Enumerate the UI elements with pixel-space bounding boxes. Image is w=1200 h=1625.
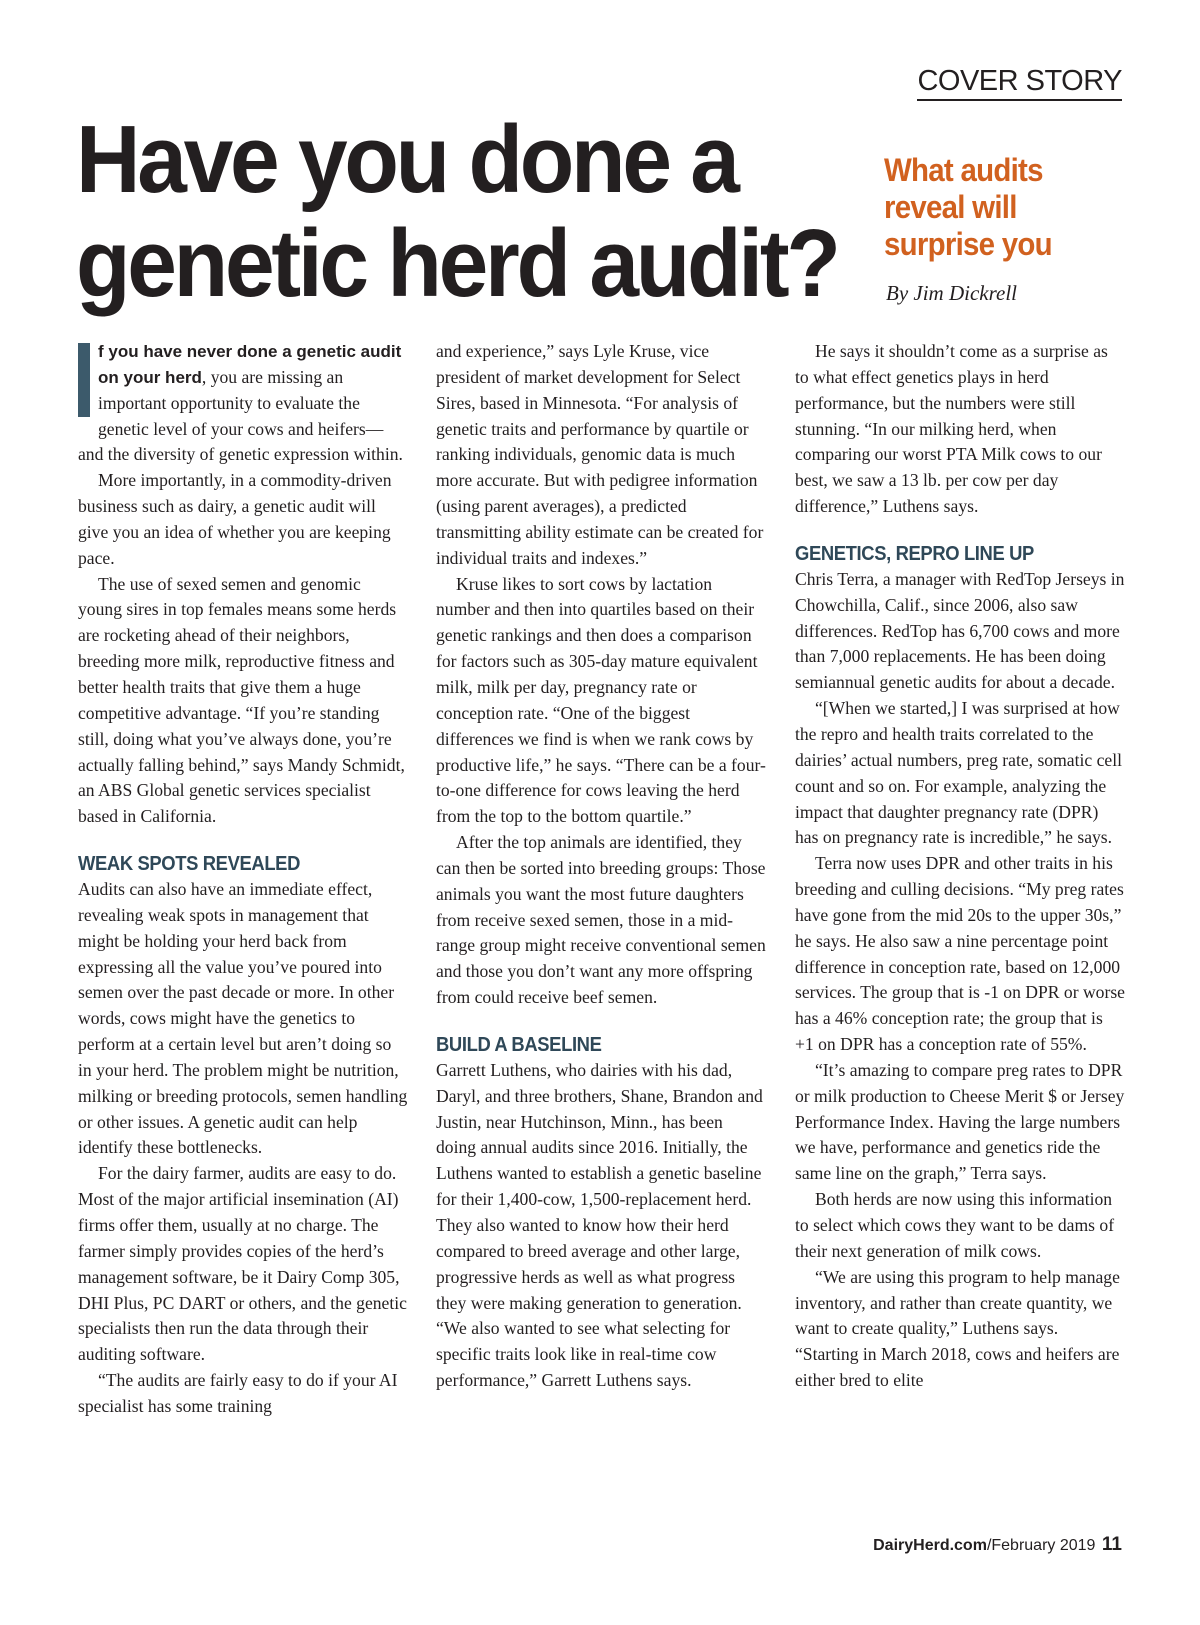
deck [884, 152, 1052, 263]
footer-issue: /February 2019 [986, 1537, 1096, 1554]
lead-in: f you have never done a genetic audit on your herd [98, 342, 402, 387]
paragraph: The use of sexed semen and genomic young sires in top females means some herds are rocketing ahead of their neighbors, breeding more milk, reproductive fitness and better health traits that give them a huge competitive advantage. “If you’re standing still, doing what you’ve always done, you’re actually falling behind,” says Mandy Schmidt, an ABS Global genetic services specialist based in California. [78, 573, 405, 827]
paragraph: Kruse likes to sort cows by lactation number and then into quartiles based on their genetic rankings and then does a comparison for factors such as 305-day mature equivalent milk, milk per day, pregnancy rate or conception rate. “One of the biggest differences we find is when we rank cows by productive life,” he says. “There can be a four-to-one difference for cows leaving the herd from the top to the bottom quartile.” [436, 573, 766, 827]
subhead-genetics-repro: GENETICS, REPRO LINE UP [795, 542, 1034, 565]
deck-line-1: What audits [884, 152, 1043, 188]
paragraph: For the dairy farmer, audits are easy to do. Most of the major artificial insemination (AI) firms offer them, usually at no charge. The farmer simply provides copies of the herd’s management software, be it Dairy Comp 305, DHI Plus, PC DART or others, and the genetic specialists then run the data through their auditing software. [78, 1163, 407, 1365]
byline: By Jim Dickrell [886, 281, 1017, 305]
subhead-weak-spots: WEAK SPOTS REVEALED [78, 853, 301, 876]
paragraph: Both herds are now using this information to select which cows they want to be dams of their next generation of milk cows. [795, 1189, 1115, 1261]
paragraph: Garrett Luthens, who dairies with his dad, Daryl, and three brothers, Shane, Brandon and Justin, near Hutchinson, Minn., has been doing annual audits since 2016. Initially, the Luthens wanted to establish a genetic baseline for their 1,400-cow, 1,500-replacement herd. They also wanted to know how their herd compared to breed average and other large, progressive herds as well as what progress they were making generation to generation. “We also wanted to see what selecting for specific traits look like in real-time cow performance,” Garrett Luthens says. [436, 1059, 763, 1391]
paragraph: More importantly, in a commodity-driven business such as dairy, a genetic audit will give you an idea of whether you are keeping pace. [78, 470, 392, 568]
paragraph: “It’s amazing to compare preg rates to DPR or milk production to Cheese Merit $ or Jersey Performance Index. Having the large numbers we have, performance and genetics ride the same line on the graph,” Terra says. [795, 1059, 1125, 1184]
paragraph: and experience,” says Lyle Kruse, vice president of market development for Select Sires, based in Minnesota. “For analysis of genetic traits and performance by quartile or ranking individuals, genomic data is much more accurate. But with pedigree information (using parent averages), a predicted transmitting ability estimate can be created for individual traits and indexes.” [436, 341, 764, 568]
deck-line-3: surprise you [884, 226, 1052, 262]
drop-cap-bar [78, 343, 90, 417]
headline-line-1: Have you done a [76, 106, 737, 213]
headline-line-2: genetic herd audit? [76, 210, 838, 317]
column-2 [436, 339, 766, 1394]
column-1 [78, 339, 408, 1420]
paragraph: Terra now uses DPR and other traits in his breeding and culling decisions. “My preg rates have gone from the mid 20s to the upper 30s,” he says. He also saw a nine percentage point difference in conception rate, based on 12,000 services. The group that is -1 on DPR or worse has a 46% conception rate; the group that is +1 on DPR has a conception rate of 55%. [795, 853, 1125, 1055]
paragraph: “The audits are fairly easy to do if your AI specialist has some training [78, 1370, 398, 1416]
headline [76, 108, 838, 316]
footer-site: DairyHerd.com [873, 1537, 987, 1554]
lead-paragraph [78, 339, 408, 468]
section-label: COVER STORY [917, 66, 1122, 101]
lead-paragraph-text: , you are missing an important opportunity to evaluate the genetic level of your cows and heifers—and the diversity of genetic expression within. [78, 366, 403, 465]
paragraph: “We are using this program to help manage inventory, and rather than create quantity, we want to create quality,” Luthens says. “Starting in March 2018, cows and heifers are either bred to elite [795, 1266, 1120, 1391]
deck-line-2: reveal will [884, 189, 1017, 225]
page-footer [873, 1534, 1122, 1556]
paragraph: After the top animals are identified, they can then be sorted into breeding groups: Those animals you want the most future daughters from receive sexed semen, those in a mid-range group might receive conventional semen and those you don’t want any more offspring from could receive beef semen. [436, 832, 766, 1008]
paragraph: “[When we started,] I was surprised at how the repro and health traits correlated to the dairies’ actual numbers, preg rate, somatic cell count and so on. For example, analyzing the impact that daughter pregnancy rate (DPR) has on pregnancy rate is incredible,” he says. [795, 698, 1122, 848]
paragraph: He says it shouldn’t come as a surprise as to what effect genetics plays in herd performance, but the numbers were still stunning. “In our milking herd, when comparing our worst PTA Milk cows to our best, we saw a 13 lb. per cow per day difference,” Luthens says. [795, 341, 1108, 517]
page-number: 11 [1101, 1534, 1122, 1555]
column-3 [795, 339, 1125, 1394]
paragraph: Audits can also have an immediate effect, revealing weak spots in management that might be holding your herd back from expressing all the value you’ve poured into semen over the past decade or more. In other words, cows might have the genetics to perform at a certain level but aren’t doing so in your herd. The problem might be nutrition, milking or breeding protocols, semen handling or other issues. A genetic audit can help identify these bottlenecks. [78, 879, 408, 1158]
paragraph: Chris Terra, a manager with RedTop Jerseys in Chowchilla, Calif., since 2006, also saw differences. RedTop has 6,700 cows and more than 7,000 replacements. He has been doing semiannual genetic audits for about a decade. [795, 568, 1125, 693]
subhead-build-baseline: BUILD A BASELINE [436, 1033, 602, 1056]
